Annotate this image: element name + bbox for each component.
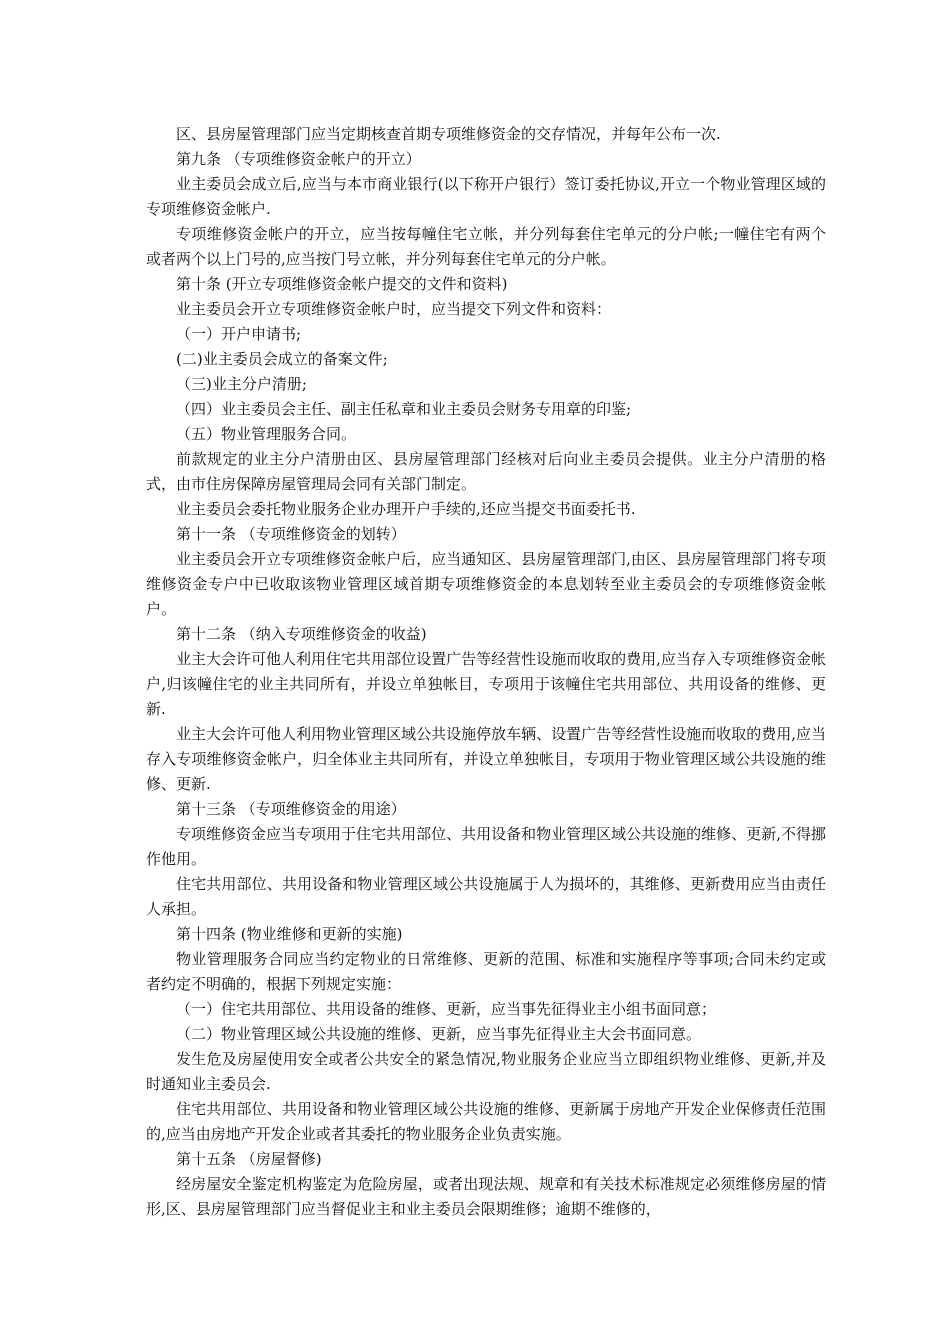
paragraph: 业主大会许可他人利用物业管理区域公共设施停放车辆、设置广告等经营性设施而收取的费用,应当存入专项维修资金帐户，归全体业主共同所有，并设立单独帐目，专项用于物业管理区域公共设施的维修、更新.	[146, 725, 826, 793]
paragraph: （二）物业管理区域公共设施的维修、更新，应当事先征得业主大会书面同意。	[176, 1025, 702, 1043]
paragraph: 第十三条 （专项维修资金的用途）	[176, 800, 406, 818]
paragraph: 专项维修资金应当专项用于住宅共用部位、共用设备和物业管理区域公共设施的维修、更新,不得挪作他用。	[146, 825, 826, 868]
paragraph: 物业管理服务合同应当约定物业的日常维修、更新的范围、标准和实施程序等事项;合同未约定或者约定不明确的，根据下列规定实施：	[146, 950, 826, 993]
paragraph: （三)业主分户清册;	[176, 375, 307, 393]
paragraph: 发生危及房屋使用安全或者公共安全的紧急情况,物业服务企业应当立即组织物业维修、更新,并及时通知业主委员会.	[146, 1050, 826, 1093]
paragraph: 业主委员会成立后,应当与本市商业银行(以下称开户银行）签订委托协议,开立一个物业管理区域的专项维修资金帐户.	[146, 175, 826, 218]
paragraph: 第十四条 (物业维修和更新的实施)	[176, 925, 403, 943]
paragraph: （四）业主委员会主任、副主任私章和业主委员会财务专用章的印鉴;	[176, 400, 632, 418]
paragraph: 第九条 （专项维修资金帐户的开立）	[176, 150, 421, 168]
paragraph: 专项维修资金帐户的开立，应当按每幢住宅立帐，并分列每套住宅单元的分户帐;一幢住宅有两个或者两个以上门号的,应当按门号立帐，并分列每套住宅单元的分户帐。	[146, 225, 826, 268]
paragraph: （一）住宅共用部位、共用设备的维修、更新，应当事先征得业主小组书面同意；	[176, 1000, 717, 1018]
paragraph: 业主委员会委托物业服务企业办理开户手续的,还应当提交书面委托书.	[176, 500, 636, 518]
paragraph: （五）物业管理服务合同。	[176, 425, 357, 443]
paragraph: （一）开户申请书;	[176, 325, 302, 343]
paragraph: 第十条 (开立专项维修资金帐户提交的文件和资料)	[176, 275, 508, 293]
paragraph: 前款规定的业主分户清册由区、县房屋管理部门经核对后向业主委员会提供。业主分户清册的格式，由市住房保障房屋管理局会同有关部门制定。	[146, 450, 826, 493]
paragraph: 业主大会许可他人利用住宅共用部位设置广告等经营性设施而收取的费用,应当存入专项维修资金帐户,归该幢住宅的业主共同所有，并设立单独帐目，专项用于该幢住宅共用部位、共用设备的维修、更新.	[146, 650, 826, 718]
paragraph: (二)业主委员会成立的备案文件;	[176, 350, 388, 368]
paragraph: 第十一条 （专项维修资金的划转）	[176, 525, 406, 543]
paragraph: 第十五条 （房屋督修)	[176, 1150, 322, 1168]
paragraph: 第十二条 （纳入专项维修资金的收益)	[176, 625, 427, 643]
paragraph: 业主委员会开立专项维修资金帐户后，应当通知区、县房屋管理部门,由区、县房屋管理部门将专项维修资金专户中已收取该物业管理区域首期专项维修资金的本息划转至业主委员会的专项维修资金帐户。	[146, 550, 826, 618]
paragraph: 经房屋安全鉴定机构鉴定为危险房屋，或者出现法规、规章和有关技术标准规定必须维修房屋的情形,区、县房屋管理部门应当督促业主和业主委员会限期维修；逾期不维修的，	[146, 1175, 826, 1218]
paragraph: 住宅共用部位、共用设备和物业管理区域公共设施的维修、更新属于房地产开发企业保修责任范围的,应当由房地产开发企业或者其委托的物业服务企业负责实施。	[146, 1100, 826, 1143]
paragraph: 区、县房屋管理部门应当定期核查首期专项维修资金的交存情况，并每年公布一次.	[176, 125, 721, 143]
paragraph: 业主委员会开立专项维修资金帐户时，应当提交下列文件和资料：	[176, 300, 612, 318]
paragraph: 住宅共用部位、共用设备和物业管理区域公共设施属于人为损坏的，其维修、更新费用应当由责任人承担。	[146, 875, 826, 918]
document-body	[146, 122, 826, 1222]
